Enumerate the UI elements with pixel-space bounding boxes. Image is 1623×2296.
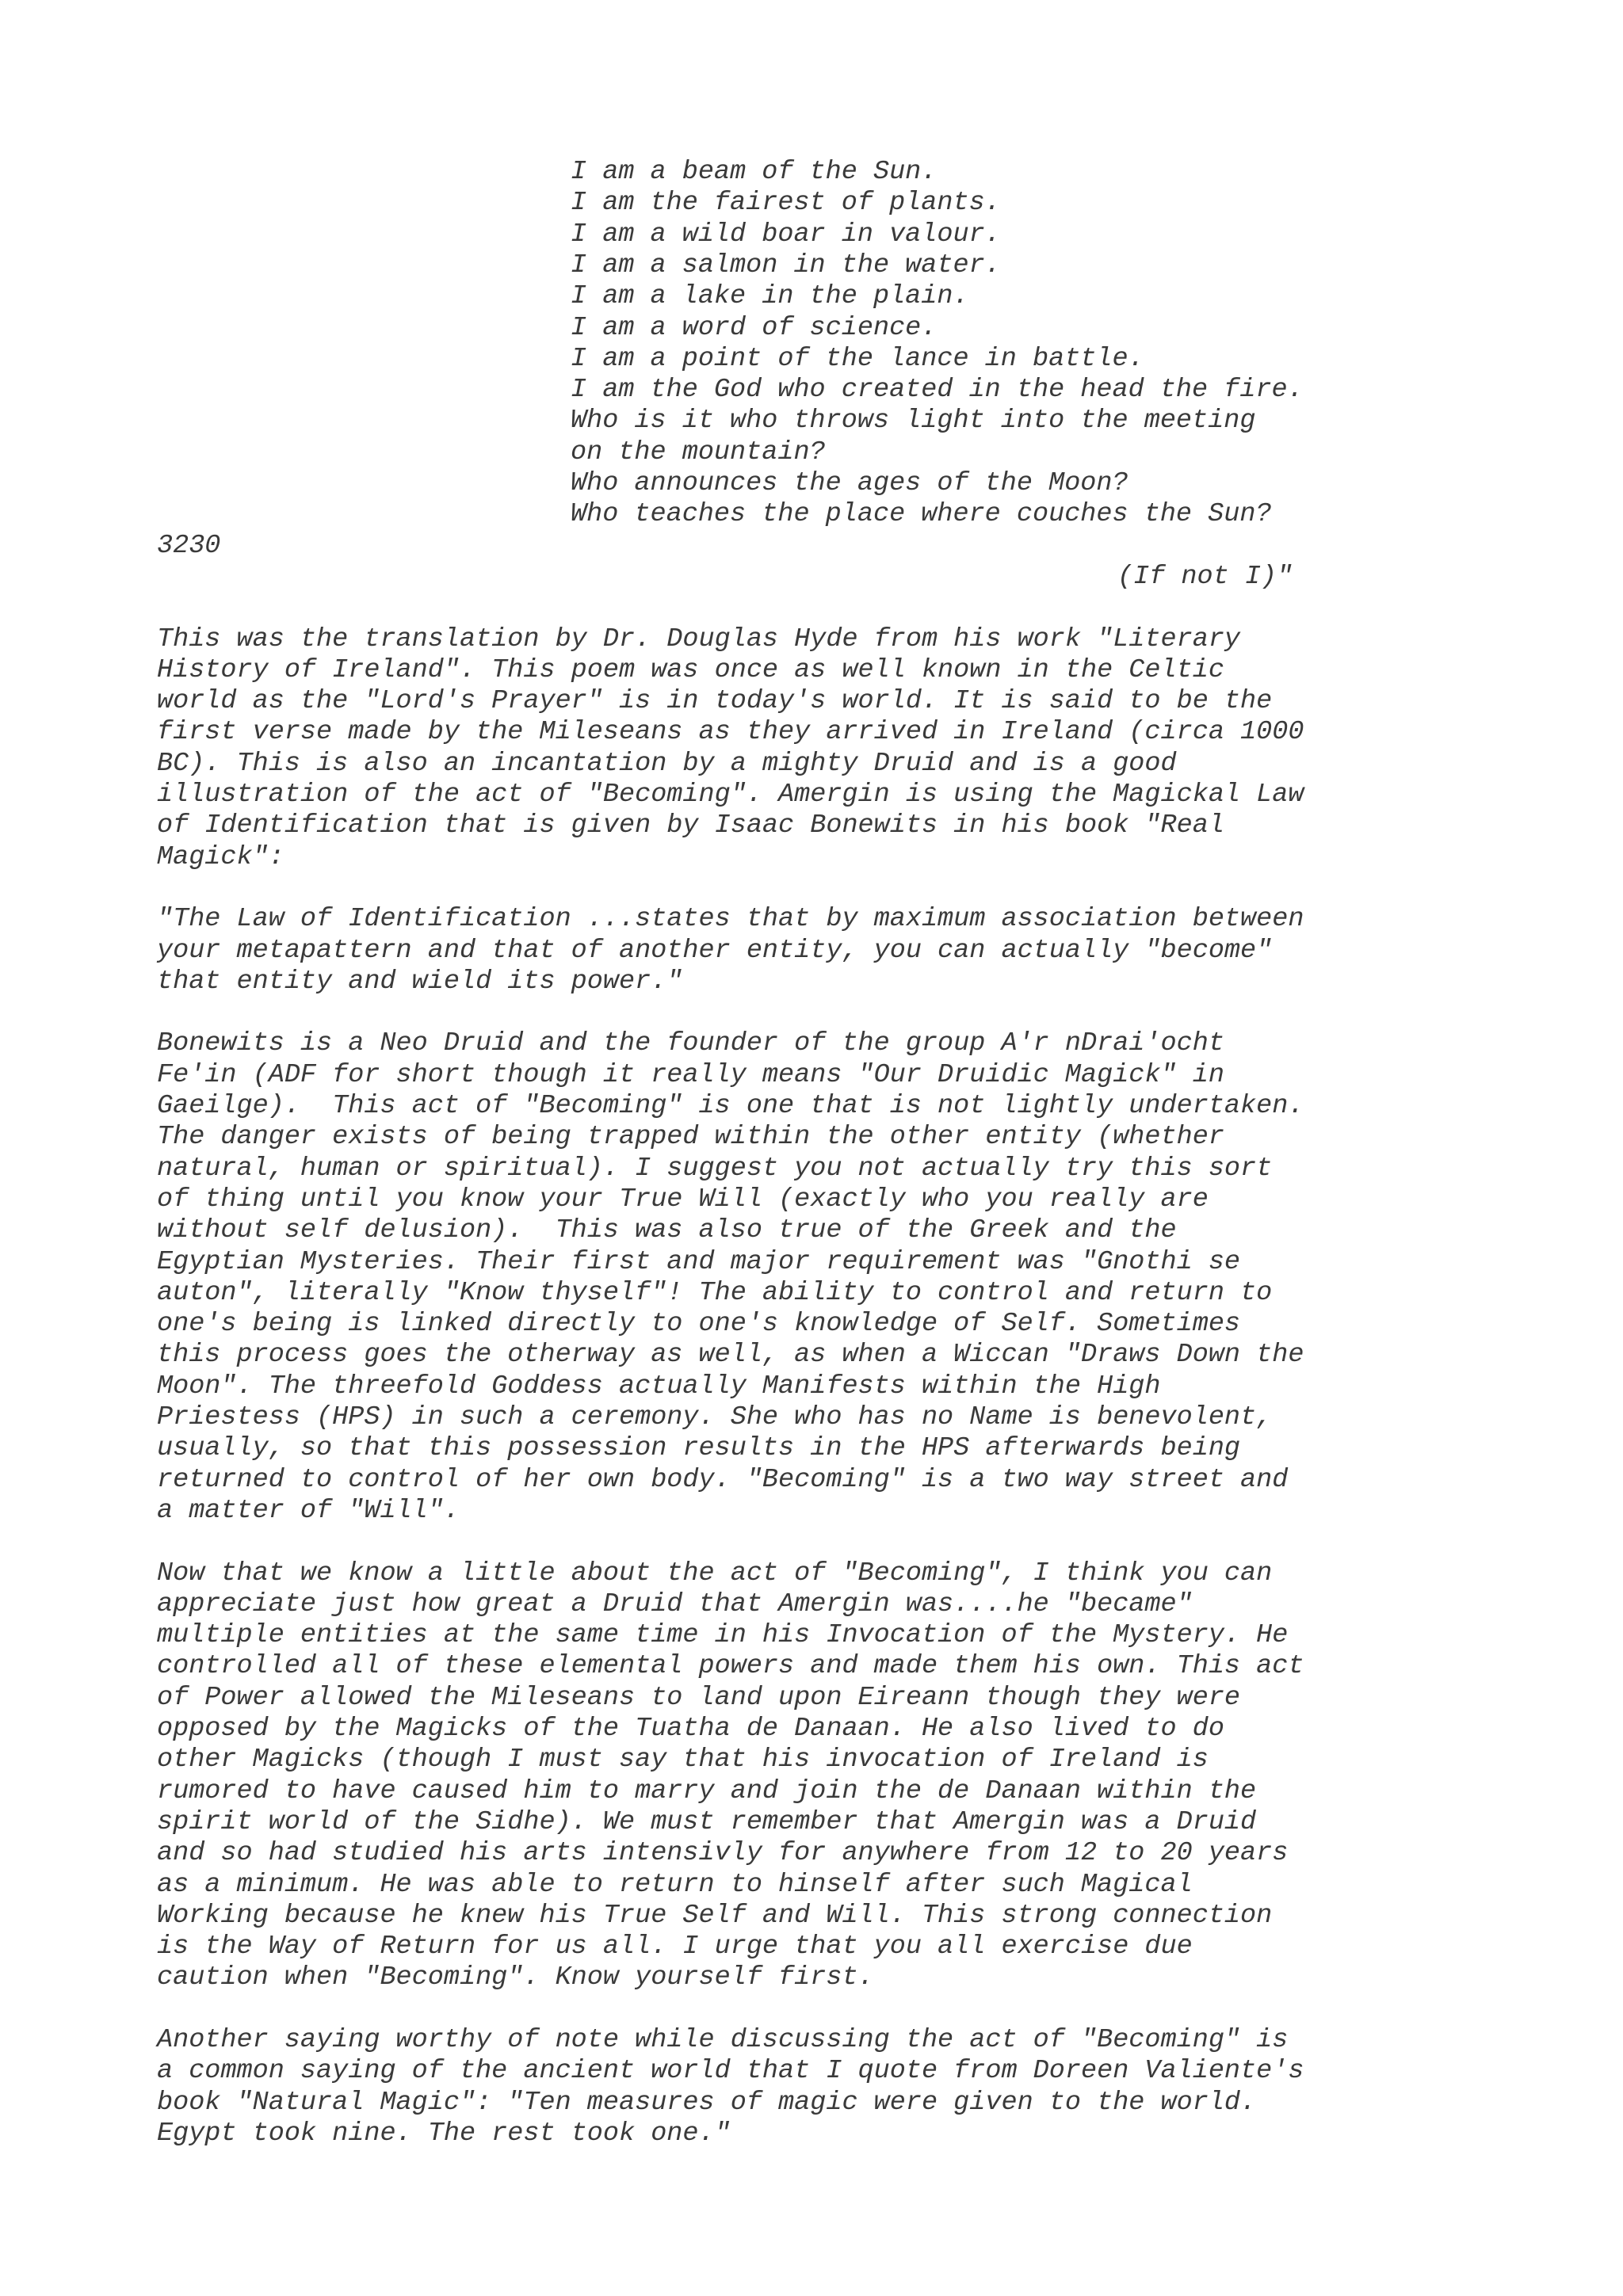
paragraph-line: returned to control of her own body. "Becoming" is a two way street and	[157, 1464, 1289, 1495]
paragraph-line: this process goes the otherway as well, as when a Wiccan "Draws Down the	[157, 1340, 1304, 1371]
paragraph-line: your metapattern and that of another entity, you can actually "become"	[157, 935, 1273, 966]
poem-line: Who announces the ages of the Moon?	[571, 468, 1128, 498]
paragraph-line: is the Way of Return for us all. I urge that you all exercise due	[157, 1932, 1193, 1962]
paragraph-line: other Magicks (though I must say that his invocation of Ireland is	[157, 1745, 1209, 1775]
paragraph-line: a matter of "Will".	[157, 1495, 460, 1526]
poem-line: I am a beam of the Sun.	[571, 157, 938, 187]
poem-line: on the mountain?	[571, 437, 826, 467]
paragraph-line: Bonewits is a Neo Druid and the founder of the group A'r nDrai'ocht	[157, 1028, 1224, 1059]
paragraph-line: This was the translation by Dr. Douglas Hyde from his work "Literary	[157, 624, 1241, 654]
paragraph-line: world as the "Lord's Prayer" is in today's world. It is said to be the	[157, 686, 1273, 717]
paragraph-line: History of Ireland". This poem was once as well known in the Celtic	[157, 654, 1224, 685]
line-number: 3230	[157, 530, 221, 561]
poem-line: I am a word of science.	[571, 312, 938, 343]
paragraph-line: that entity and wield its power."	[157, 966, 683, 997]
poem-line: I am a wild boar in valour.	[571, 219, 1001, 250]
paragraph-line: appreciate just how great a Druid that Amergin was....he "became"	[157, 1589, 1193, 1619]
paragraph-line: Egypt took nine. The rest took one."	[157, 2118, 731, 2149]
paragraph-line: Now that we know a little about the act of "Becoming", I think you can	[157, 1558, 1273, 1589]
poem-line: Who is it who throws light into the meeting	[571, 406, 1256, 437]
paragraph-line: Egyptian Mysteries. Their first and major requirement was "Gnothi se	[157, 1246, 1241, 1277]
paragraph-line: Fe'in (ADF for short though it really means "Our Druidic Magick" in	[157, 1059, 1224, 1090]
paragraph-line: of Identification that is given by Isaac Bonewits in his book "Real	[157, 810, 1224, 841]
paragraph-line: opposed by the Magicks of the Tuatha de Danaan. He also lived to do	[157, 1714, 1224, 1744]
paragraph-line: Gaeilge). This act of "Becoming" is one that is not lightly undertaken.	[157, 1091, 1304, 1121]
paragraph-line: multiple entities at the same time in his Invocation of the Mystery. He	[157, 1620, 1289, 1651]
paragraph-line: "The Law of Identification ...states that by maximum association between	[157, 904, 1304, 935]
poem-line: I am the God who created in the head the fire.	[571, 375, 1304, 406]
paragraph-line: Working because he knew his True Self and Will. This strong connection	[157, 1900, 1273, 1931]
paragraph-line: rumored to have caused him to marry and join the de Danaan within the	[157, 1775, 1257, 1806]
paragraph-line: one's being is linked directly to one's knowledge of Self. Sometimes	[157, 1309, 1241, 1340]
paragraph-line: Priestess (HPS) in such a ceremony. She who has no Name is benevolent,	[157, 1402, 1273, 1432]
paragraph-line: controlled all of these elemental powers and made them his own. This act	[157, 1651, 1304, 1682]
poem-line: I am the fairest of plants.	[571, 188, 1001, 219]
paragraph-line: Another saying worthy of note while discussing the act of "Becoming" is	[157, 2025, 1289, 2055]
paragraph-line: The danger exists of being trapped within the other entity (whether	[157, 1122, 1224, 1153]
poem-closing-line: (If not I)"	[1117, 561, 1293, 592]
paragraph-line: usually, so that this possession results in the HPS afterwards being	[157, 1433, 1241, 1464]
paragraph-line: auton", literally "Know thyself"! The ability to control and return to	[157, 1277, 1273, 1308]
paragraph-line: natural, human or spiritual). I suggest you not actually try this sort	[157, 1153, 1273, 1184]
paragraph-line: and so had studied his arts intensivly for anywhere from 12 to 20 years	[157, 1838, 1289, 1869]
poem-line: Who teaches the place where couches the Sun?	[571, 499, 1272, 530]
poem-line: I am a salmon in the water.	[571, 250, 1001, 280]
paragraph-line: of Power allowed the Mileseans to land upon Eireann though they were	[157, 1682, 1241, 1713]
poem-line: I am a point of the lance in battle.	[571, 343, 1144, 374]
paragraph-line: BC). This is also an incantation by a mighty Druid and is a good	[157, 748, 1177, 779]
paragraph-line: book "Natural Magic": "Ten measures of magic were given to the world.	[157, 2087, 1257, 2118]
paragraph-line: first verse made by the Mileseans as they arrived in Ireland (circa 1000	[157, 717, 1304, 748]
paragraph-line: Moon". The threefold Goddess actually Manifests within the High	[157, 1371, 1161, 1402]
paragraph-line: caution when "Becoming". Know yourself first.	[157, 1962, 874, 1993]
paragraph-line: of thing until you know your True Will (exactly who you really are	[157, 1184, 1209, 1215]
paragraph-line: Magick":	[157, 841, 285, 872]
poem-line: I am a lake in the plain.	[571, 281, 969, 312]
paragraph-line: a common saying of the ancient world that I quote from Doreen Valiente's	[157, 2056, 1304, 2087]
paragraph-line: as a minimum. He was able to return to hinself after such Magical	[157, 1869, 1193, 1900]
paragraph-line: spirit world of the Sidhe). We must remember that Amergin was a Druid	[157, 1806, 1257, 1837]
paragraph-line: illustration of the act of "Becoming". Amergin is using the Magickal Law	[157, 780, 1304, 810]
paragraph-line: without self delusion). This was also true of the Greek and the	[157, 1215, 1177, 1246]
